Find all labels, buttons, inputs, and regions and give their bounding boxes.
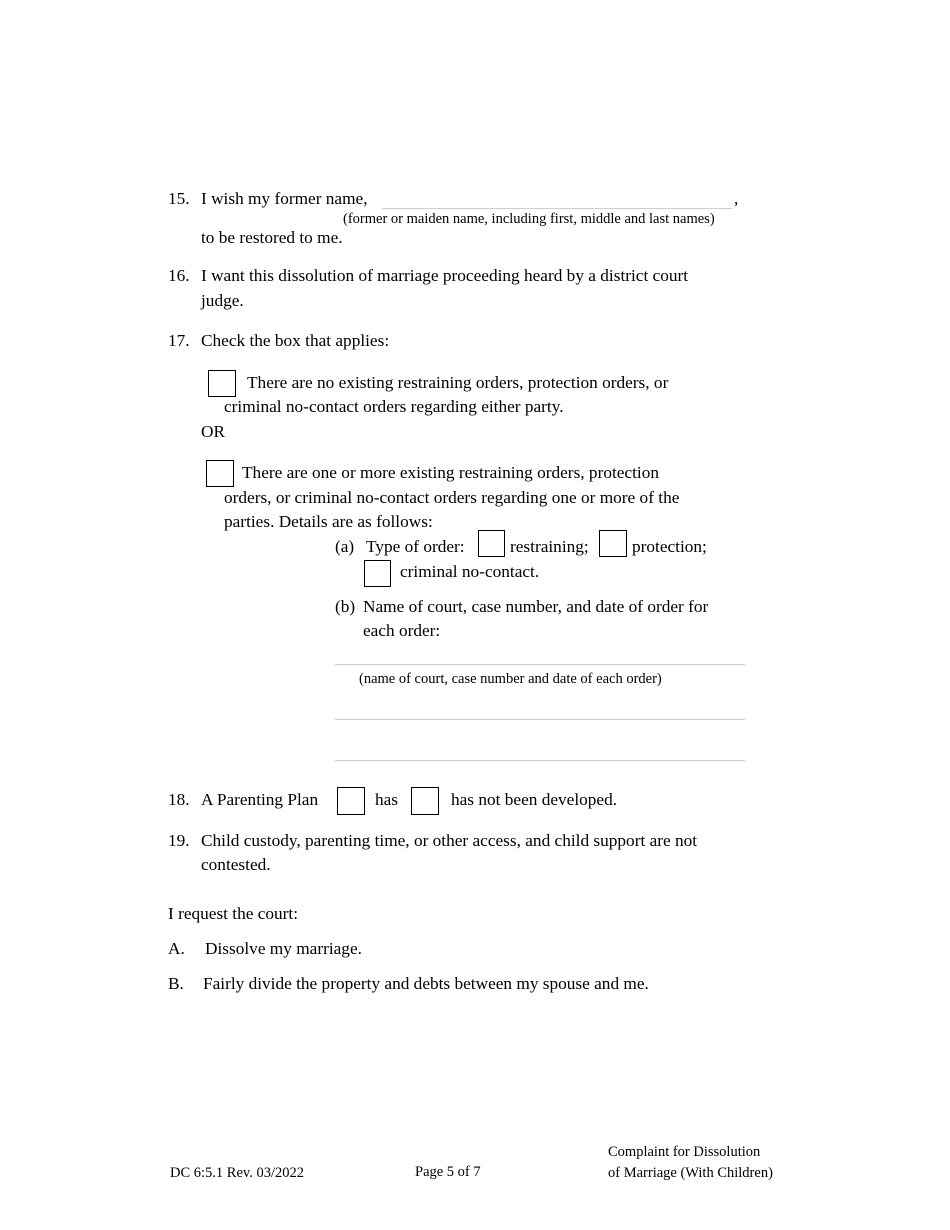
no-orders-line1: There are no existing restraining orders, protection orders, or [247, 373, 669, 392]
former-name-caption: (former or maiden name, including first, middle and last names) [343, 211, 715, 227]
or-label: OR [201, 422, 226, 441]
plan-has-label: has [375, 790, 399, 809]
item-19-number: 19. [168, 831, 190, 850]
request-b-text: Fairly divide the property and debts between my spouse and me. [203, 974, 649, 993]
form-id: DC 6:5.1 Rev. 03/2022 [170, 1165, 304, 1181]
sub-b-label: (b) [335, 597, 356, 616]
existing-orders-line3: parties. Details are as follows: [224, 512, 433, 531]
plan-has-checkbox[interactable] [337, 787, 365, 815]
existing-orders-checkbox[interactable] [206, 460, 234, 487]
existing-orders-line2: orders, or criminal no-contact orders regarding one or more of the [224, 488, 680, 507]
no-orders-checkbox[interactable] [208, 370, 236, 397]
item-16-line1: I want this dissolution of marriage proceeding heard by a district court [201, 266, 689, 285]
item-15-number: 15. [168, 189, 190, 208]
item-17-number: 17. [168, 331, 190, 350]
court-details-field-1[interactable] [335, 664, 745, 665]
request-a-text: Dissolve my marriage. [205, 939, 362, 958]
item-15-text: I wish my former name, [201, 189, 368, 208]
protection-checkbox[interactable] [599, 530, 627, 557]
page-number: Page 5 of 7 [415, 1164, 481, 1180]
restraining-label: restraining; [510, 537, 589, 556]
plan-has-not-checkbox[interactable] [411, 787, 439, 815]
request-intro: I request the court: [168, 904, 299, 923]
court-details-caption: (name of court, case number and date of each order) [359, 671, 662, 687]
sub-b-line1: Name of court, case number, and date of order for [363, 597, 709, 616]
court-details-field-3[interactable] [335, 760, 745, 761]
sub-a-label: (a) [335, 537, 355, 556]
request-a-letter: A. [168, 939, 185, 958]
form-title-line1: Complaint for Dissolution [608, 1144, 761, 1160]
former-name-field[interactable] [382, 208, 732, 209]
item-18-text: A Parenting Plan [201, 790, 319, 809]
type-of-order-label: Type of order: [366, 537, 465, 556]
request-b-letter: B. [168, 974, 184, 993]
item-19-line2: contested. [201, 855, 271, 874]
no-orders-line2: criminal no-contact orders regarding either party. [224, 397, 564, 416]
item-18-number: 18. [168, 790, 190, 809]
item-16-number: 16. [168, 266, 190, 285]
form-title-line2: of Marriage (With Children) [608, 1165, 773, 1181]
item-15-continuation: to be restored to me. [201, 228, 343, 247]
court-details-field-2[interactable] [335, 719, 745, 720]
sub-b-line2: each order: [363, 621, 441, 640]
criminal-no-contact-label: criminal no-contact. [400, 562, 540, 581]
protection-label: protection; [632, 537, 707, 556]
existing-orders-line1: There are one or more existing restraining orders, protection [242, 463, 659, 482]
restraining-checkbox[interactable] [478, 530, 505, 557]
item-17-text: Check the box that applies: [201, 331, 390, 350]
plan-has-not-label: has not been developed. [451, 790, 618, 809]
item-19-line1: Child custody, parenting time, or other access, and child support are not [201, 831, 698, 850]
item-15-comma: , [734, 189, 739, 208]
criminal-no-contact-checkbox[interactable] [364, 560, 391, 587]
item-16-line2: judge. [201, 291, 244, 310]
